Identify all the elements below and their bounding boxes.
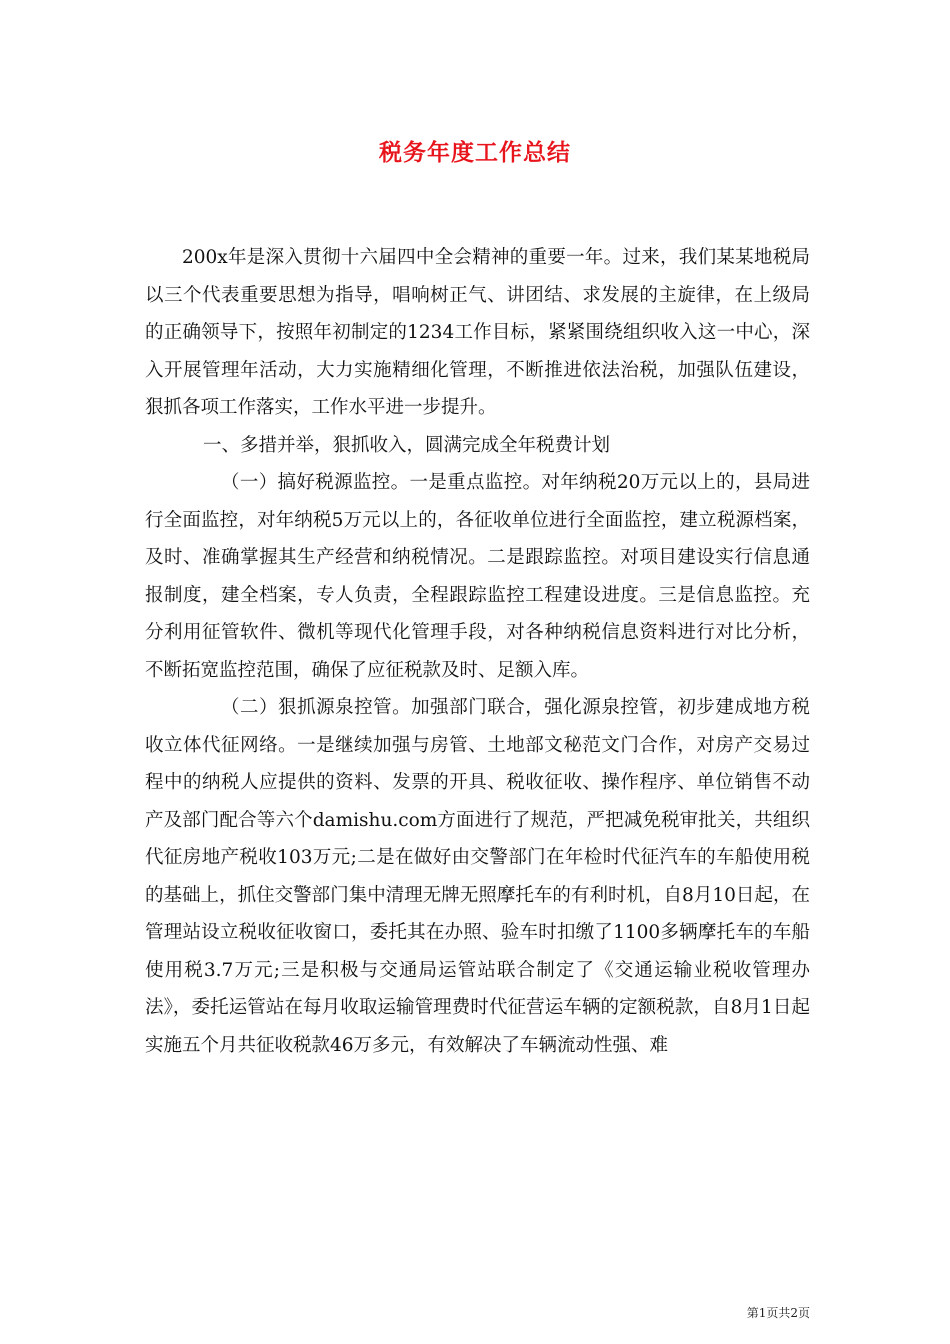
document-title: 税务年度工作总结 xyxy=(379,139,571,166)
paragraph-tax-source-monitoring: （一）搞好税源监控。一是重点监控。对年纳税20万元以上的，县局进行全面监控，对年纳税5万元以上的，各征收单位进行全面监控，建立税源档案，及时、准确掌握其生产经营和纳税情况。二是跟踪监控。对项目建设实行信息通报制度，建全档案，专人负责，全程跟踪监控工程建设进度。三是信息监控。充分利用征管软件、微机等现代化管理手段，对各种纳税信息资料进行对比分析，不断拓宽监控范围，确保了应征税款及时、足额入库。 xyxy=(145,472,810,681)
paragraph-source-control: （二）狠抓源泉控管。加强部门联合，强化源泉控管，初步建成地方税收立体代征网络。一是继续加强与房管、土地部文秘范文门合作，对房产交易过程中的纳税人应提供的资料、发票的开具、税收征收、操作程序、单位销售不动产及部门配合等六个damishu.com方面进行了规范，严把减免税审批关，共组织代征房地产税收103万元;二是在做好由交警部门在年检时代征汽车的车船使用税的基础上，抓住交警部门集中清理无牌无照摩托车的有利时机，自8月10日起，在管理站设立税收征收窗口，委托其在办照、验车时扣缴了1100多辆摩托车的车船使用税3.7万元;三是积极与交通局运管站联合制定了《交通运输业税收管理办法》，委托运管站在每月收取运输管理费时代征营运车辆的定额税款，自8月1日起实施五个月共征收税款46万多元，有效解决了车辆流动性强、难 xyxy=(145,697,810,1056)
section-heading-1: 一、多措并举，狠抓收入，圆满完成全年税费计划 xyxy=(203,434,611,456)
document-body xyxy=(145,239,810,1064)
paragraph-intro: 200x年是深入贯彻十六届四中全会精神的重要一年。过来，我们某某地税局以三个代表重要思想为指导，唱响树正气、讲团结、求发展的主旋律，在上级局的正确领导下，按照年初制定的1234工作目标，紧紧围绕组织收入这一中心，深入开展管理年活动，大力实施精细化管理，不断推进依法治税，加强队伍建设，狠抓各项工作落实，工作水平进一步提升。 xyxy=(145,247,810,418)
page-number: 第1页共2页 xyxy=(746,1306,810,1320)
